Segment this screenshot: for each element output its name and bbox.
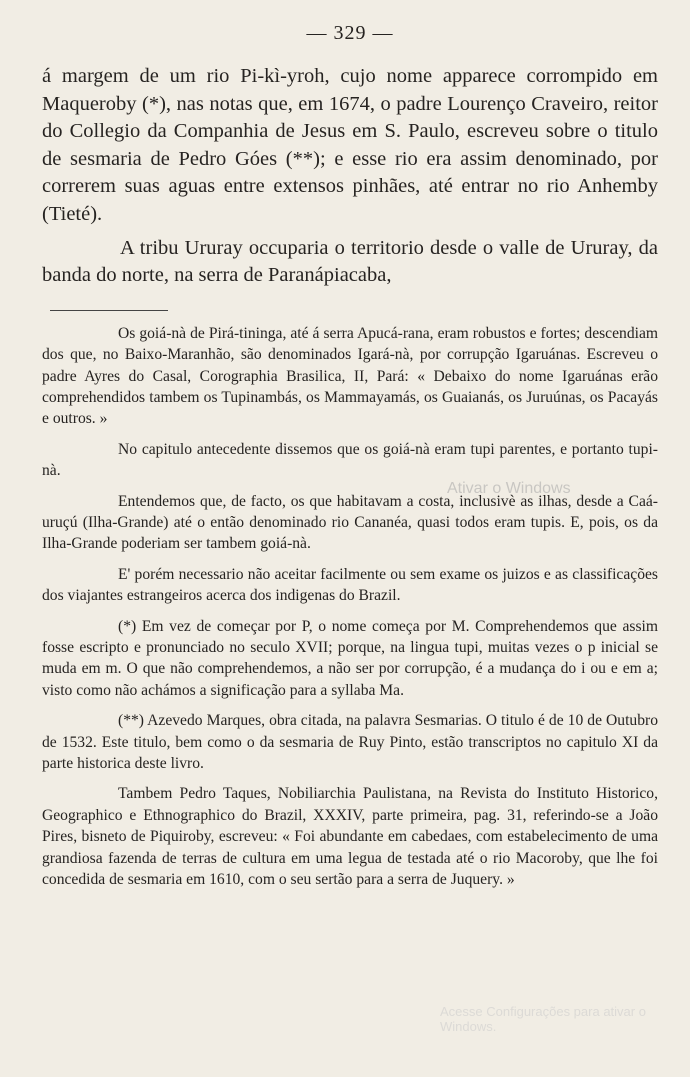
footnote: No capitulo antecedente dissemos que os goiá-nà eram tupi parentes, e portanto tupi-nà. bbox=[42, 440, 658, 480]
footnote-divider bbox=[50, 310, 168, 311]
footnotes bbox=[42, 323, 658, 891]
footnote: Tambem Pedro Taques, Nobiliarchia Paulistana, na Revista do Instituto Historico, Geographico e Ethnographico do Brazil, XXXIV, parte primeira, pag. 31, referindo-se a João Pires, bisneto de Piquiroby, escreveu: « Foi abundante em cabedaes, com estabelecimento de uma grandiosa fazenda de terras de cultura em uma legua de testada até o rio Macoroby, que lhe foi concedida de sesmaria em 1610, com o seu sertão para a serra de Juquery. » bbox=[42, 785, 658, 889]
footnote: (**) Azevedo Marques, obra citada, na palavra Sesmarias. O titulo é de 10 de Outubro de 1532. Este titulo, bem como o da sesmaria de Ruy Pinto, estão transcriptos no capitulo XI da parte historica deste livro. bbox=[42, 712, 658, 773]
activation-watermark: Ativar o Windows bbox=[447, 480, 571, 497]
activation-watermark-hint: Acesse Configurações para ativar o Windows. bbox=[440, 1004, 646, 1034]
footnote: (*) Em vez de começar por P, o nome começa por M. Comprehendemos que assim fosse escripto e pronunciado no seculo XVII; porque, na lingua tupi, muitas vezes o p inicial se muda em m. O que não comprehendemos, a não ser por corrupção, é a mudança do i ou e em a; visto como não achámos a significação para a syllaba Ma. bbox=[42, 617, 658, 699]
page-number: — 329 — bbox=[306, 22, 394, 44]
footnote: Entendemos que, de facto, os que habitavam a costa, inclusivè as ilhas, desde a Caá-uruçú (Ilha-Grande) até o então denominado rio Cananéa, quasi todos eram tupis. E, pois, os da Ilha-Grande poderiam ser tambem goiá-nà. bbox=[42, 492, 658, 553]
book-page bbox=[42, 20, 658, 900]
main-text bbox=[42, 63, 658, 290]
body-paragraph: á margem de um rio Pi-kì-yroh, cujo nome apparece corrompido em Maqueroby (*), nas notas que, em 1674, o padre Lourenço Craveiro, reitor do Collegio da Companhia de Jesus em S. Paulo, escreveu sobre o titulo de sesmaria de Pedro Góes (**); e esse rio era assim denominado, por correrem suas aguas entre extensos pinhães, até entrar no rio Anhemby (Tieté). bbox=[42, 65, 658, 225]
footnote: E' porém necessario não aceitar facilmente ou sem exame os juizos e as classificações dos viajantes estrangeiros acerca dos indigenas do Brazil. bbox=[42, 565, 658, 605]
body-paragraph: A tribu Ururay occuparia o territorio desde o valle de Ururay, da banda do norte, na serra de Paranápiacaba, bbox=[42, 236, 658, 287]
footnote: Os goiá-nà de Pirá-tininga, até á serra Apucá-rana, eram robustos e fortes; descendiam dos que, no Baixo-Maranhão, são denominados Igará-nà, por corrupção Igaruánas. Escreveu o padre Ayres do Casal, Corographia Brasilica, II, Pará: « Debaixo do nome Igaruánas erão comprehendidos tambem os Tupinambás, os Mammayamás, os Guaianás, os Juruúnas, os Pacayás e outros. » bbox=[42, 324, 658, 428]
